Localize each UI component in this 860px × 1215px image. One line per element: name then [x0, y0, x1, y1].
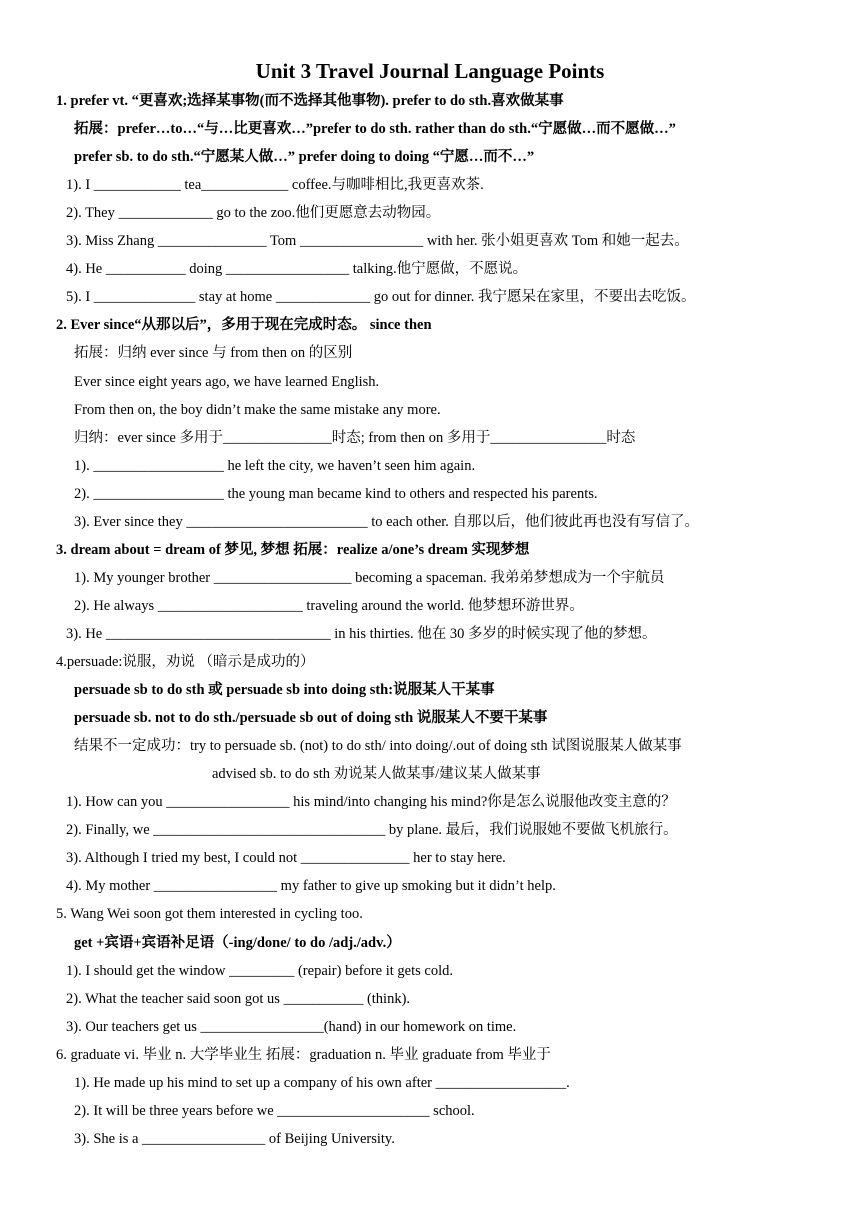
text-line: 1). He made up his mind to set up a company of his own after __________________.	[74, 1074, 570, 1091]
text-line: 1). I ____________ tea____________ coffee.与咖啡相比,我更喜欢茶.	[66, 177, 484, 194]
text-line: 1). I should get the window _________ (repair) before it gets cold.	[66, 962, 453, 979]
text-line: 2). It will be three years before we _____________________ school.	[74, 1102, 475, 1119]
text-line: 归纳：ever since 多用于_______________时态; from then on 多用于________________时态	[74, 429, 636, 446]
text-line: From then on, the boy didn’t make the same mistake any more.	[74, 401, 441, 418]
text-line: 2). They _____________ go to the zoo.他们更愿意去动物园。	[66, 205, 441, 222]
text-line: 1). My younger brother ___________________ becoming a spaceman. 我弟弟梦想成为一个宇航员	[74, 569, 665, 586]
text-line: 2). He always ____________________ traveling around the world. 他梦想环游世界。	[74, 597, 584, 614]
text-line: 拓展：归纳 ever since 与 from then on 的区别	[74, 345, 353, 362]
text-line: 拓展：prefer…to…“与…比更喜欢…”prefer to do sth. rather than do sth.“宁愿做…而不愿做…”	[74, 121, 676, 138]
text-line: 3). Miss Zhang _______________ Tom _________________ with her. 张小姐更喜欢 Tom 和她一起去。	[66, 233, 689, 250]
text-line: persuade sb to do sth 或 persuade sb into doing sth:说服某人干某事	[74, 682, 495, 699]
text-line: 4.persuade:说服，劝说 （暗示是成功的）	[56, 654, 315, 670]
text-line: 3). He _______________________________ in his thirties. 他在 30 多岁的时候实现了他的梦想。	[66, 625, 657, 642]
text-line: 2. Ever since“从那以后”，多用于现在完成时态。 since then	[56, 317, 432, 334]
text-line: 1). How can you _________________ his mind/into changing his mind?你是怎么说服他改变主意的？	[66, 794, 676, 811]
text-line: 3). Although I tried my best, I could not _______________ her to stay here.	[66, 850, 506, 867]
text-line: 2). What the teacher said soon got us ___________ (think).	[66, 990, 411, 1007]
text-line: 6. graduate vi. 毕业 n. 大学毕业生 拓展：graduation n. 毕业 graduate from 毕业于	[56, 1046, 551, 1063]
text-line: 3). Ever since they _________________________ to each other. 自那以后，他们彼此再也没有写信了。	[74, 513, 700, 530]
text-line: Ever since eight years ago, we have learned English.	[74, 373, 380, 390]
text-line: 1). __________________ he left the city, we haven’t seen him again.	[74, 457, 476, 474]
text-line: 3. dream about = dream of 梦见, 梦想 拓展：realize a/one’s dream 实现梦想	[56, 541, 530, 558]
text-line: 1. prefer vt. “更喜欢;选择某事物(而不选择其他事物). prefer to do sth.喜欢做某事	[56, 93, 564, 109]
text-line: 5). I ______________ stay at home _____________ go out for dinner. 我宁愿呆在家里，不要出去吃饭。	[66, 289, 696, 306]
text-line: advised sb. to do sth 劝说某人做某事/建议某人做某事	[212, 766, 541, 783]
text-line: 2). Finally, we ________________________________ by plane. 最后，我们说服她不要做飞机旅行。	[66, 822, 678, 839]
text-line: prefer sb. to do sth.“宁愿某人做…” prefer doing to doing “宁愿…而不…”	[74, 149, 535, 166]
text-line: get +宾语+宾语补足语（-ing/done/ to do /adj./adv.）	[74, 934, 401, 951]
text-line: 3). Our teachers get us _________________(hand) in our homework on time.	[66, 1018, 517, 1035]
text-line: persuade sb. not to do sth./persuade sb out of doing sth 说服某人不要干某事	[74, 710, 548, 727]
text-line: 2). __________________ the young man became kind to others and respected his parents.	[74, 485, 598, 502]
text-line: 3). She is a _________________ of Beijing University.	[74, 1130, 395, 1147]
page-title: Unit 3 Travel Journal Language Points	[255, 59, 605, 83]
text-line: 4). He ___________ doing _________________ talking.他宁愿做，不愿说。	[66, 261, 528, 278]
text-line: 结果不一定成功：try to persuade sb. (not) to do sth/ into doing/.out of doing sth 试图说服某人做某事	[74, 738, 682, 755]
text-line: 5. Wang Wei soon got them interested in cycling too.	[56, 906, 363, 923]
text-line: 4). My mother _________________ my father to give up smoking but it didn’t help.	[66, 878, 556, 895]
